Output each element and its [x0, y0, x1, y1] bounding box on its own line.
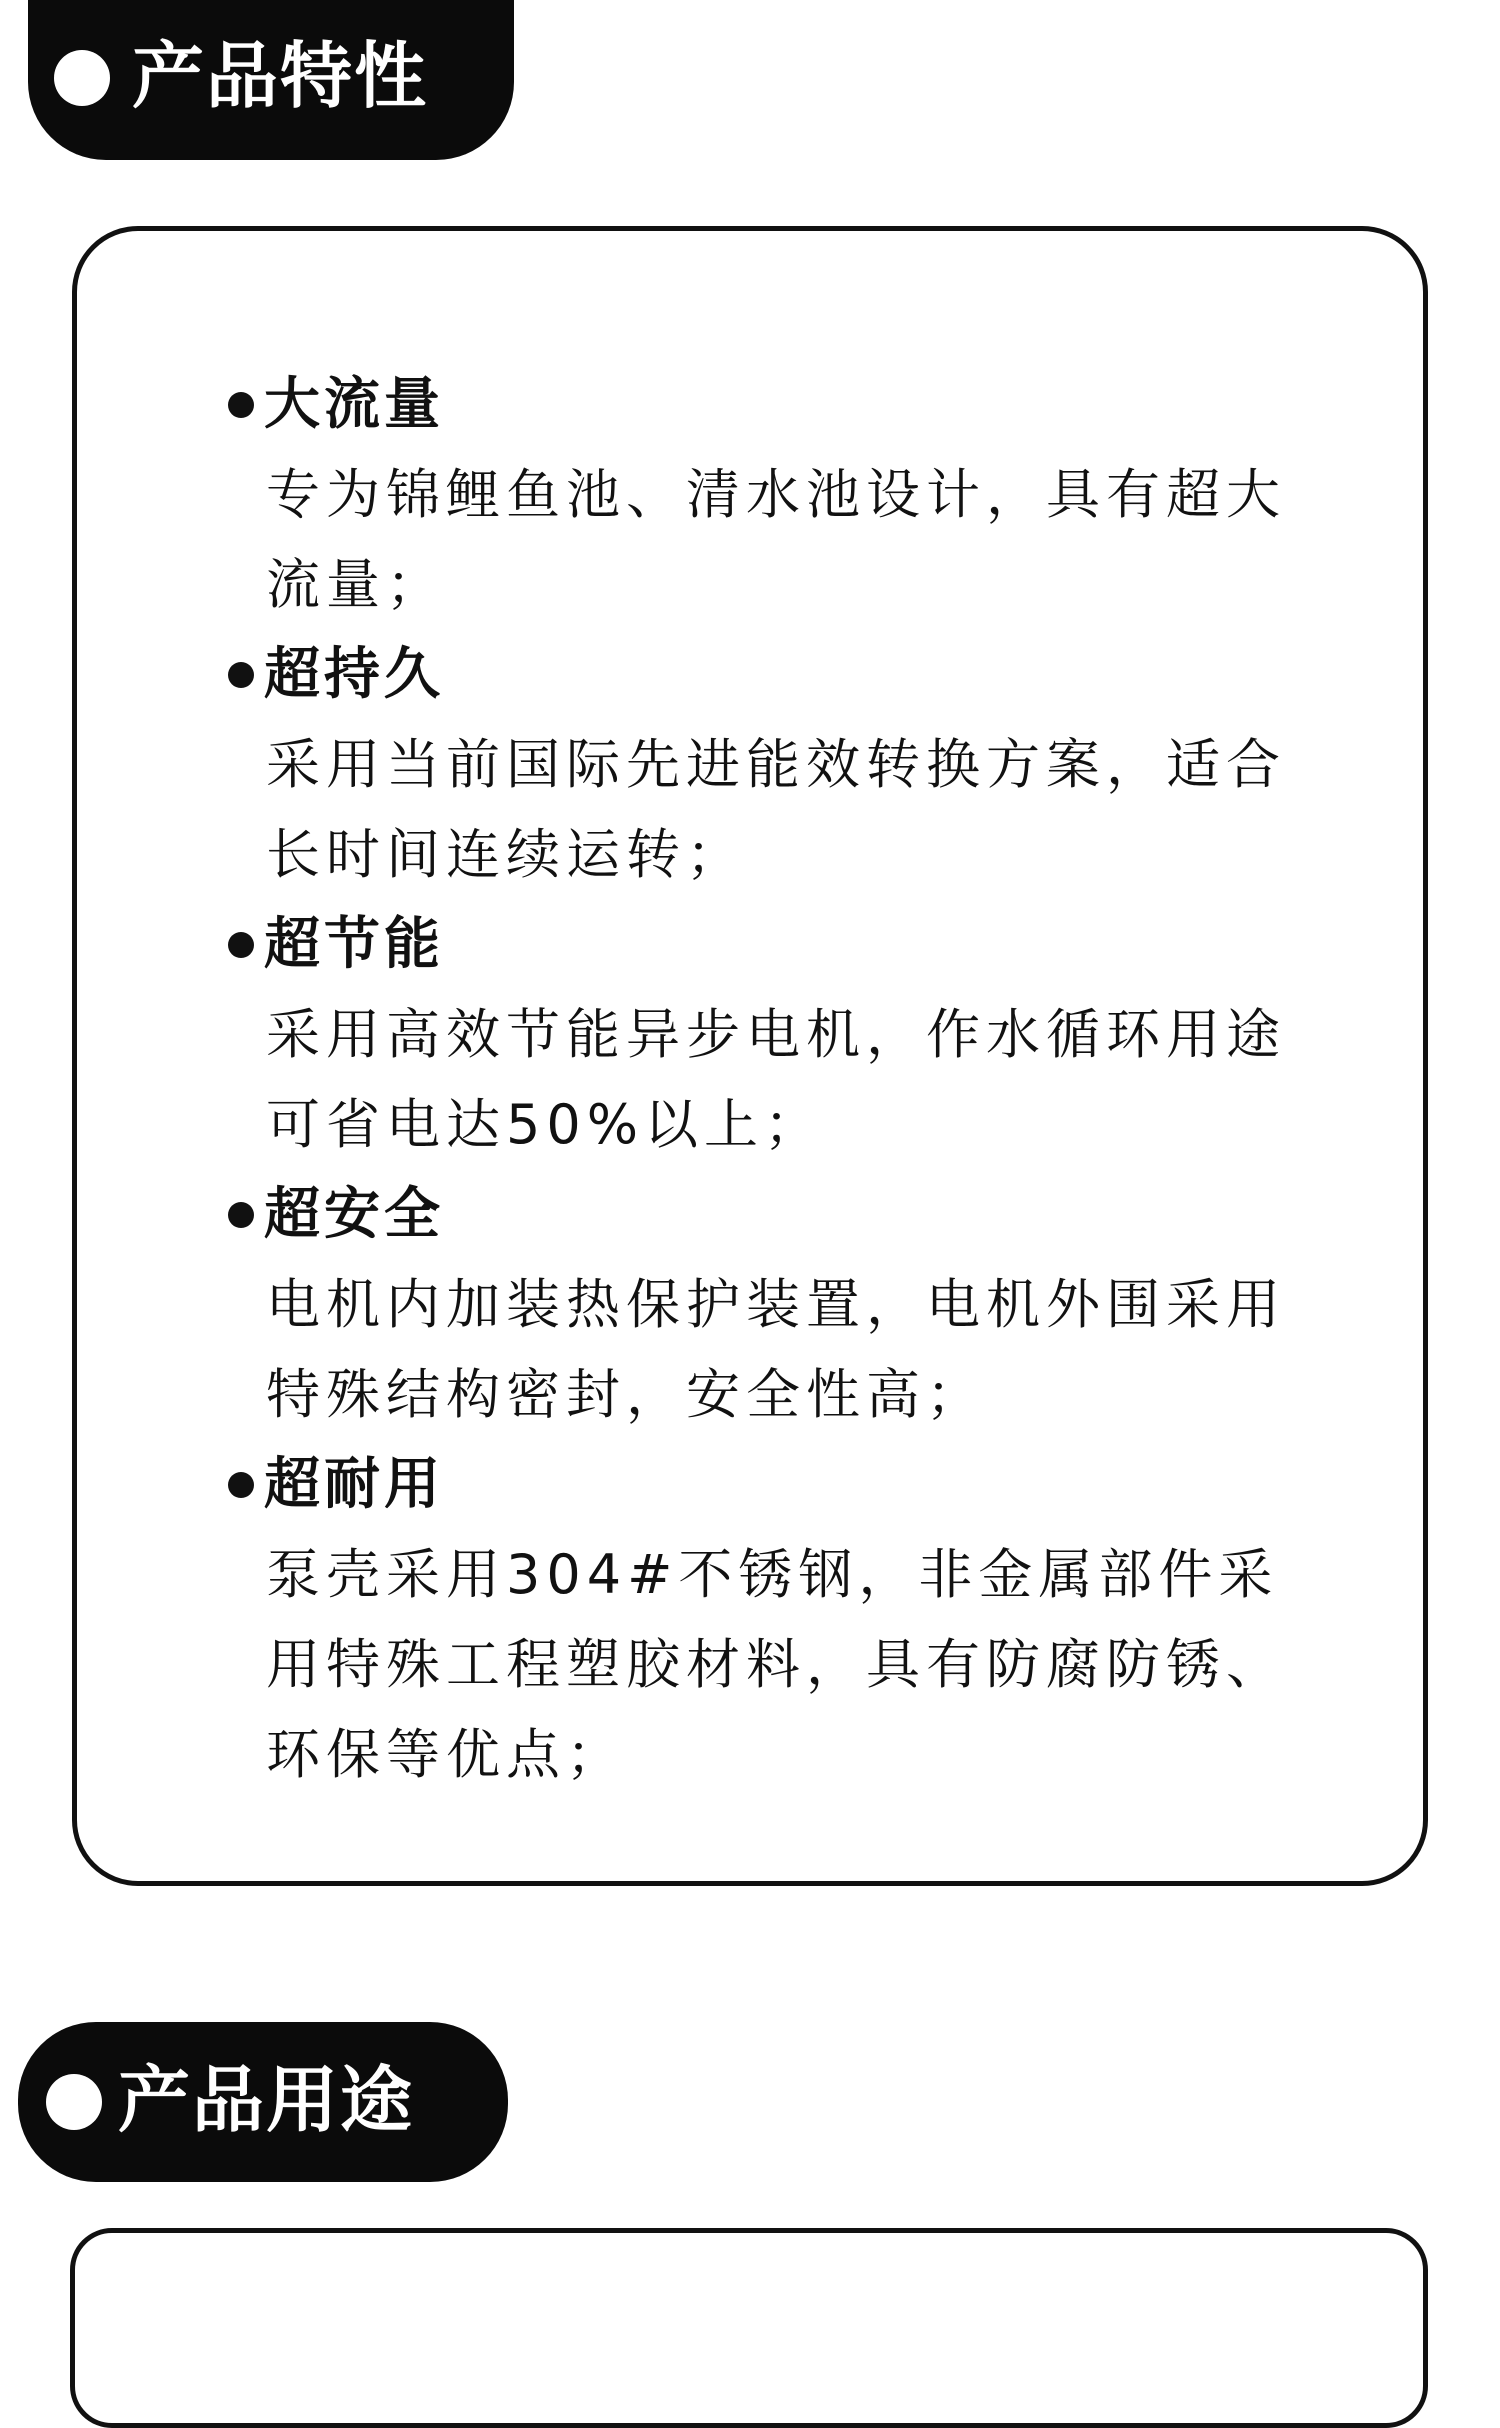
- usage-panel: [70, 2228, 1428, 2428]
- feature-title: [224, 360, 1334, 450]
- feature-item-energy: [224, 900, 1334, 1170]
- feature-item-durability: [224, 1440, 1334, 1800]
- bullet-dot-icon: [54, 50, 110, 106]
- bullet-icon: [228, 932, 254, 958]
- feature-title-text: 超持久: [264, 642, 444, 707]
- feature-description: 专为锦鲤鱼池、清水池设计，具有超大流量；: [266, 463, 1286, 616]
- feature-title-text: 大流量: [264, 372, 444, 437]
- bullet-icon: [228, 1472, 254, 1498]
- section-header-features: [28, 0, 514, 160]
- feature-description: 电机内加装热保护装置，电机外围采用特殊结构密封，安全性高；: [266, 1273, 1286, 1426]
- bullet-icon: [228, 662, 254, 688]
- feature-title: [224, 1440, 1334, 1530]
- feature-description: 采用高效节能异步电机，作水循环用途可省电达50%以上；: [266, 1003, 1286, 1156]
- feature-list: [224, 360, 1334, 1800]
- feature-title-text: 超安全: [264, 1182, 444, 1247]
- bullet-icon: [228, 392, 254, 418]
- feature-title-text: 超节能: [264, 912, 444, 977]
- feature-title: [224, 1170, 1334, 1260]
- feature-item-safety: [224, 1170, 1334, 1440]
- feature-title-text: 超耐用: [264, 1452, 444, 1517]
- feature-title: [224, 900, 1334, 990]
- section-header-usage: [18, 2022, 508, 2182]
- feature-item-durable: [224, 630, 1334, 900]
- feature-title: [224, 630, 1334, 720]
- section-title-features: 产品特性: [132, 34, 429, 118]
- feature-description: 采用当前国际先进能效转换方案，适合长时间连续运转；: [266, 733, 1286, 886]
- feature-description: 泵壳采用304#不锈钢，非金属部件采用特殊工程塑胶材料，具有防腐防锈、环保等优点；: [266, 1543, 1286, 1786]
- bullet-dot-icon: [46, 2074, 102, 2130]
- section-title-usage: 产品用途: [118, 2058, 415, 2142]
- bullet-icon: [228, 1202, 254, 1228]
- feature-item-flow: [224, 360, 1334, 630]
